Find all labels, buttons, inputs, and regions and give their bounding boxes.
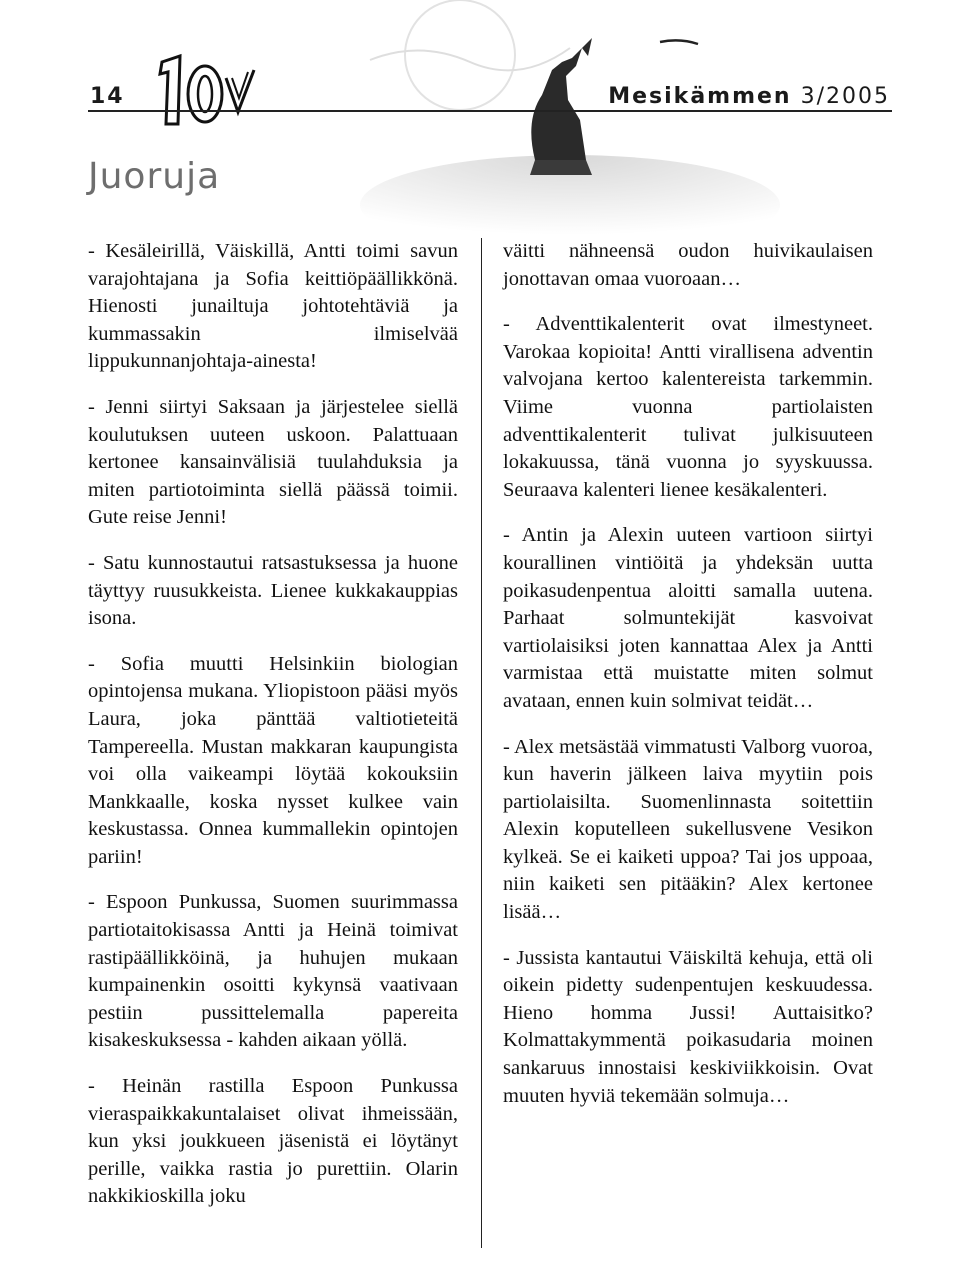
gossip-item: - Kesäleirillä, Väiskillä, Antti toimi savun varajohtajana ja Sofia keittiöpäällikkönä. Hienosti junailtuja johtotehtäviä ja kummassakin ilmiselvää lippukunnanjohtaja-ainesta! <box>88 240 458 373</box>
gossip-item: - Heinän rastilla Espoon Punkussa vieraspaikkakuntalaiset olivat ihmeissään, kun yksi joukkueen jäsenistä ei löytänyt perille, vaikka rastia jo purettiin. Olarin nakkikioskilla joku <box>88 1075 458 1208</box>
gossip-item: - Jenni siirtyi Saksaan ja järjestelee siellä koulutuksen uuteen uskoon. Palattuaan kertonee kansainvälisiä tuulahduksia ja miten partiotoiminta siellä päässä toimii. Gute reise Jenni! <box>88 395 458 529</box>
issue-number: 3/2005 <box>800 84 890 109</box>
gossip-item: - Adventtikalenterit ovat ilmestyneet. Varokaa kopioita! Antti virallisena adventin valvojana kertoo kalentereista tarkemmin. Viime vuonna partiolaisten adventtikalenterit tulivat julkisuuteen lokakuussa, tänä vuonna jo syyskuussa. Seuraava kalenteri lienee kesäkalenteri. <box>503 313 873 501</box>
anniversary-logo <box>150 48 270 128</box>
gossip-item: - Antin ja Alexin uuteen vartioon siirtyi kourallinen vintiöitä ja yhdeksän uutta poikasudenpentua aloitti samalla uutena. Parhaat solmuntekijät kasvoivat vartiolaisiksi joten kannattaa Alex ja Antti varmistaa että muistatte miten solmut avataan, ennen kuin solmivat teidät… <box>503 524 873 712</box>
howling-wolf-illustration <box>330 0 790 240</box>
column-divider <box>481 238 482 1248</box>
gossip-item: - Satu kunnostautui ratsastuksessa ja huone täyttyy ruusukkeista. Lienee kukkakauppias isona. <box>88 551 458 630</box>
header-rule <box>88 110 892 112</box>
gossip-item: - Alex metsästää vimmatusti Valborg vuoroa, kun haverin jälkeen laiva myytiin pois partiolaisilta. Suomenlinnasta soitettiin Alexin koputelleen sukellusvene Vesikon kylkeä. Se ei kaiketi uppoa? Tai jos uppoaa, niin kaiketi sen pitääkin? Alex kertonee lisää… <box>503 735 873 924</box>
right-column <box>503 238 873 1128</box>
gossip-item: - Espoon Punkussa, Suomen suurimmassa partiotaitokisassa Antti ja Heinä toimivat rastipäällikköinä, ja huhujen mukaan kumpainenkin osoitti kykynsä vaativaan pestiin pussittelemalla papereita kisakeskuksessa - kahden aikaan yöllä. <box>88 891 458 1052</box>
gossip-item: - Jussista kantautui Väiskiltä kehuja, että oli oikein pidetty sudenpentujen keskuudessa. Hieno homma Jussi! Auttaisitko? Kolmattakymmentä poikasudaria moinen sankaruus innostaisi keskiviikkoisin. Ovat muuten hyviä tekemään solmuja… <box>503 946 873 1107</box>
magazine-name: Mesikämmen <box>608 84 792 109</box>
gossip-item-continued: väitti nähneensä oudon huivikaulaisen jonottavan omaa vuoroaan… <box>503 240 873 290</box>
section-title: Juoruja <box>88 156 221 197</box>
gossip-item: - Sofia muutti Helsinkiin biologian opintojensa mukana. Yliopistoon pääsi myös Laura, joka pänttää valtiotieteitä Tampereella. Mustan makkaran kaupungista voi olla vaikeampi löytää kokouksiin Mankkaalle, koska nysset kulkee vain keskustassa. Onnea kummallekin opintojen pariin! <box>88 652 458 868</box>
page-number: 14 <box>90 84 125 109</box>
magazine-issue <box>608 84 890 109</box>
left-column <box>88 238 458 1229</box>
